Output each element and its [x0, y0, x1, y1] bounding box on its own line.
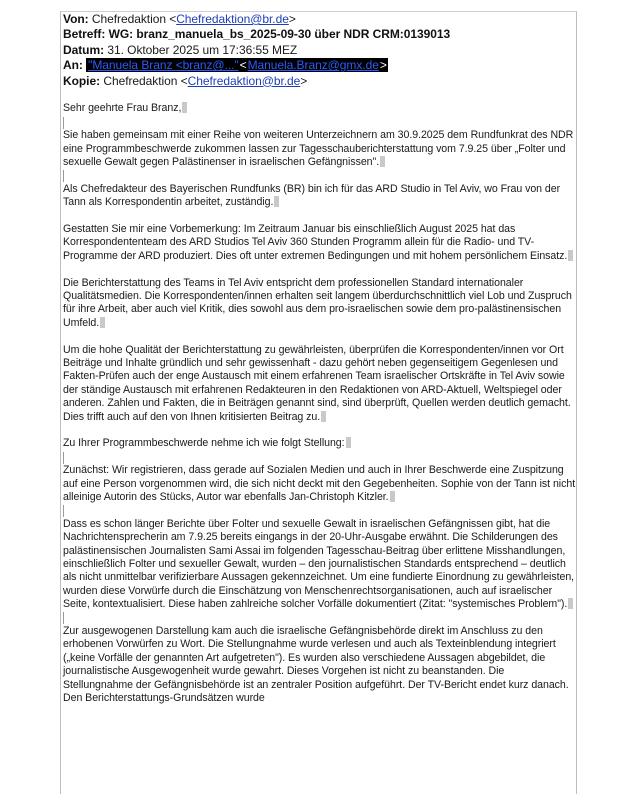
from-label: Von: — [63, 12, 89, 26]
spacer — [63, 263, 576, 276]
paragraph-marker — [390, 491, 395, 502]
paragraph-8: Dass es schon länger Berichte über Folter und sexuelle Gewalt in israelischen Gefängnissen gibt, hat die Nachrichtensprecherin am 7.9.25 bereits eingangs in der 20-Uhr-Ausgabe erwähnt. Die Schilderungen des palästinensischen Journalisten Sami Assai im folgenden Tagesschau-Beitrag über erlittene Misshandlungen, einschließlich Folter und sexueller Gewalt, wurden – den journalistischen Standards entsprechend – deutlich als nicht unmittelbar verifizierbare Aussagen gekennzeichnet. Um eine fundierte Einordnung zu gewährleisten, wurden diese Vorwürfe durch die Einschätzung von Menschenrechtsorganisationen, auch auf israelischer Seite, kontextualisiert. Diese haben zahlreiche solcher Vorfälle dokumentiert (Zitat: "systemisches Problem"). — [63, 517, 575, 611]
to-label: An: — [63, 58, 83, 73]
text-cursor — [63, 170, 64, 182]
header-cc — [63, 74, 576, 89]
email-content — [61, 12, 576, 705]
paragraph-1: Sie haben gemeinsam mit einer Reihe von weiteren Unterzeichnern am 30.9.2025 dem Rundfunkrat des NDR eine Programmbeschwerde zukommen lassen zur Tagesschauberichterstattung vom 7.9.25 über „Folter und sexuelle Gewalt gegen Palästinenser in israelischen Gefängnissen". — [63, 129, 574, 169]
paragraph-3: Gestatten Sie mir eine Vorbemerkung: Im Zeitraum Januar bis einschließlich August 2025 hat das Korrespondententeam des ARD Studios Tel Aviv 360 Stunden Programm allein für die Radio- und TV-Programme der ARD produziert. Dies oft unter extremen Bedingungen und mit hohem persönlichem Einsatz. — [63, 223, 576, 263]
email-page — [60, 11, 577, 794]
to-lt: < — [239, 58, 247, 73]
header-subject — [63, 27, 576, 42]
to-name-redacted[interactable]: "Manuela Branz <branz@..." — [88, 58, 239, 73]
cc-email-link[interactable]: Chefredaktion@br.de — [187, 73, 301, 88]
text-cursor — [63, 612, 64, 624]
paragraph-marker — [380, 156, 385, 167]
cc-label: Kopie: — [63, 73, 101, 88]
subject-label: Betreff: — [63, 27, 106, 42]
paragraph-4: Die Berichterstattung des Teams in Tel Aviv entspricht dem professionellen Standard internationaler Qualitätsmedien. Die Korrespondenten/innen erhalten seit langem überdurchschnittlich viel Lob und Zuspruch für ihre Arbeit, aber auch viel Kritik, dies sowohl aus dem pro-israelischen sowie dem pro-palästinensischen Umfeld. — [63, 276, 572, 329]
paragraph-marker — [568, 598, 573, 609]
spacer — [63, 210, 576, 223]
paragraph-2: Als Chefredakteur des Bayerischen Rundfunks (BR) bin ich für das ARD Studio in Tel Aviv, wo Frau von der Tann als Korrespondentin arbeitet, zuständig. — [63, 182, 561, 209]
header-to — [63, 58, 576, 73]
from-name: Chefredaktion < — [91, 12, 177, 26]
to-redacted-block — [86, 58, 388, 72]
cc-close: > — [300, 73, 308, 88]
paragraph-6: Zu Ihrer Programmbeschwerde nehme ich wie folgt Stellung: — [63, 437, 576, 450]
spacer — [63, 424, 576, 437]
text-cursor — [63, 505, 64, 517]
date-label: Datum: — [63, 42, 105, 57]
text-cursor — [63, 117, 64, 129]
spacer — [63, 330, 576, 343]
cc-name: Chefredaktion < — [103, 73, 188, 88]
to-gt: > — [379, 58, 387, 73]
header-date — [63, 43, 576, 58]
paragraph-marker — [274, 196, 279, 207]
paragraph-marker — [568, 250, 573, 261]
from-close: > — [288, 12, 296, 26]
to-email-redacted[interactable]: Manuela.Branz@gmx.de — [247, 58, 379, 73]
paragraph-5: Um die hohe Qualität der Berichterstattung zu gewährleisten, überprüfen die Korrespondenten/innen vor Ort Beiträge und Inhalte gründlich und sehr gewissenhaft - dazu gehört neben gegenseitigem Gegenlesen und Fakten-Prüfen auch der enge Austausch mit einem erfahrenen Team israelischer Ortskräfte in Tel Aviv sowie der ständige Austausch mit erfahrenen Redakteuren in den Redaktionen von ARD-Aktuell, Weltspiegel oder anderen. Zahlen und Fakten, die in Beiträgen genannt sind, sind überprüft, Quellen werden deutlich gemacht. Dies trifft auch auf den von Ihnen kritisierten Beitrag zu. — [63, 343, 571, 423]
from-email-link[interactable]: Chefredaktion@br.de — [176, 12, 289, 26]
text-cursor — [63, 452, 64, 464]
spacer — [63, 89, 576, 102]
paragraph-marker — [321, 411, 326, 422]
date-text: 31. Oktober 2025 um 17:36:55 MEZ — [107, 42, 298, 57]
greeting: Sehr geehrte Frau Branz, — [63, 102, 576, 115]
paragraph-marker — [346, 437, 351, 448]
paragraph-7: Zunächst: Wir registrieren, dass gerade auf Sozialen Medien und auch in Ihrer Beschwerde eine Zuspitzung auf eine Person vorgenommen wird, die sich nicht deckt mit den Gegebenheiten. Sophie von der Tann ist nicht alleinige Autorin des Stücks, Autor war ebenfalls Jan-Christoph Kitzler. — [63, 464, 576, 504]
header-from — [63, 12, 576, 27]
subject-text: WG: branz_manuela_bs_2025-09-30 über NDR CRM:0139013 — [108, 27, 451, 42]
paragraph-marker — [100, 317, 105, 328]
paragraph-marker — [182, 102, 187, 113]
paragraph-9: Zur ausgewogenen Darstellung kam auch die israelische Gefängnisbehörde direkt im Anschluss zu den erhobenen Vorwürfen zu Wort. Die Stellungnahme wurde verlesen und auch als Texteinblendung integriert („keine Vorfälle der genannten Art aufgetreten"). Es wurden also verschiedene Aussagen abgebildet, die journalistische Ausgewogenheit wurde gewahrt. Dieses Vorgehen ist nicht zu beanstanden. Die Stellungnahme der Gefängnisbehörde ist an zentraler Position aufgeführt. Der TV-Bericht endet kurz danach. Den Berichterstattungs-Grundsätzen wurde — [63, 625, 569, 705]
